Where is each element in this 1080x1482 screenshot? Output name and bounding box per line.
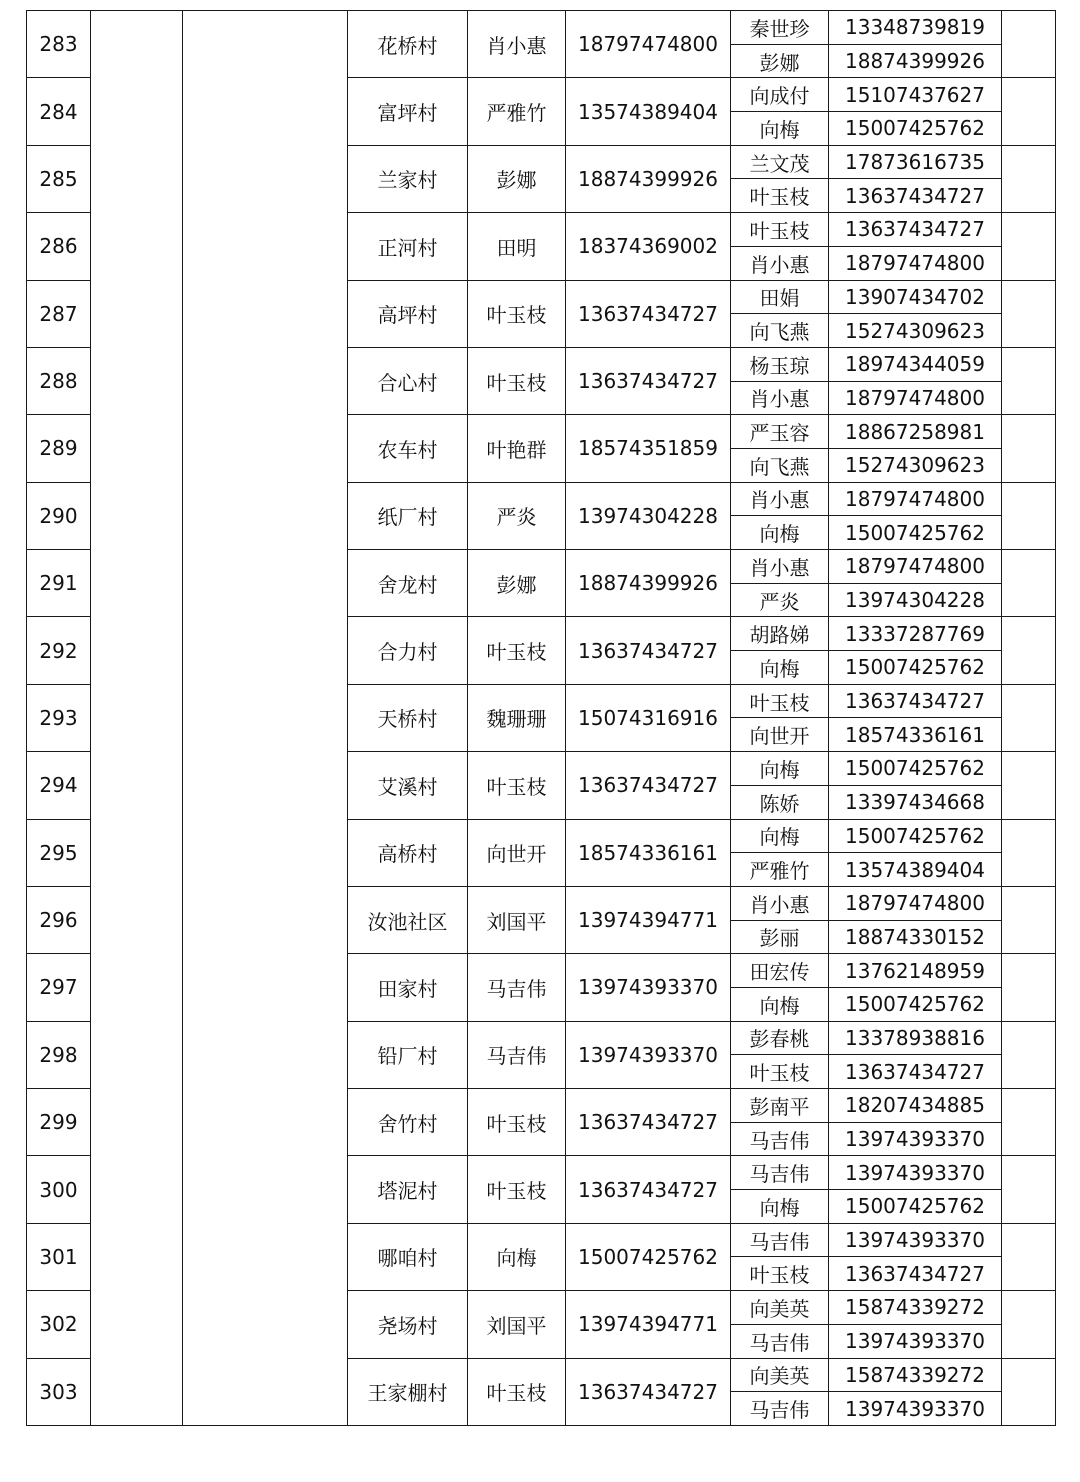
contact-phone: 18797474800 (829, 482, 1002, 516)
contact-phone: 13974393370 (829, 1324, 1002, 1358)
contact-name: 叶玉枝 (731, 1257, 829, 1291)
contact-phone: 13637434727 (829, 684, 1002, 718)
contact-phone: 15007425762 (829, 516, 1002, 550)
contact-name: 叶玉枝 (731, 213, 829, 247)
contact-name: 向成付 (731, 78, 829, 112)
village-name: 田家村 (348, 954, 468, 1021)
village-name: 哪咱村 (348, 1223, 468, 1290)
leader-name: 肖小惠 (468, 11, 566, 78)
leader-phone: 13637434727 (566, 1358, 731, 1425)
row-number: 290 (27, 482, 91, 549)
blank-column-b (183, 11, 348, 1426)
contact-phone: 13637434727 (829, 213, 1002, 247)
village-name: 农车村 (348, 415, 468, 482)
leader-phone: 13974393370 (566, 954, 731, 1021)
remark-cell (1002, 213, 1056, 280)
contact-name: 肖小惠 (731, 550, 829, 584)
row-number: 298 (27, 1021, 91, 1088)
village-name: 塔泥村 (348, 1156, 468, 1223)
leader-phone: 13974394771 (566, 886, 731, 953)
leader-phone: 18574336161 (566, 819, 731, 886)
contact-name: 彭娜 (731, 44, 829, 78)
leader-name: 叶玉枝 (468, 280, 566, 347)
remark-cell (1002, 482, 1056, 549)
remark-cell (1002, 280, 1056, 347)
contact-phone: 15007425762 (829, 651, 1002, 685)
village-name: 合力村 (348, 617, 468, 684)
leader-name: 叶玉枝 (468, 1156, 566, 1223)
contact-name: 肖小惠 (731, 886, 829, 920)
contact-phone: 18867258981 (829, 415, 1002, 449)
leader-name: 叶艳群 (468, 415, 566, 482)
contact-phone: 15007425762 (829, 112, 1002, 146)
contact-name: 马吉伟 (731, 1324, 829, 1358)
contact-phone: 15107437627 (829, 78, 1002, 112)
contact-name: 肖小惠 (731, 381, 829, 415)
remark-cell (1002, 1223, 1056, 1290)
contact-name: 马吉伟 (731, 1156, 829, 1190)
contact-name: 叶玉枝 (731, 179, 829, 213)
village-name: 汝池社区 (348, 886, 468, 953)
row-number: 286 (27, 213, 91, 280)
remark-cell (1002, 1156, 1056, 1223)
row-number: 300 (27, 1156, 91, 1223)
contact-phone: 13397434668 (829, 785, 1002, 819)
row-number: 289 (27, 415, 91, 482)
leader-name: 向梅 (468, 1223, 566, 1290)
leader-phone: 15074316916 (566, 684, 731, 751)
leader-name: 田明 (468, 213, 566, 280)
contact-name: 马吉伟 (731, 1122, 829, 1156)
contact-name: 向梅 (731, 819, 829, 853)
leader-phone: 18874399926 (566, 145, 731, 212)
contact-phone: 18974344059 (829, 347, 1002, 381)
leader-phone: 18574351859 (566, 415, 731, 482)
village-name: 花桥村 (348, 11, 468, 78)
contact-name: 向梅 (731, 752, 829, 786)
table-row (27, 11, 1056, 45)
contact-phone: 15874339272 (829, 1358, 1002, 1392)
contact-phone: 18797474800 (829, 381, 1002, 415)
row-number: 288 (27, 347, 91, 414)
contact-name: 向梅 (731, 112, 829, 146)
village-name: 合心村 (348, 347, 468, 414)
contact-name: 田宏传 (731, 954, 829, 988)
remark-cell (1002, 684, 1056, 751)
contact-name: 田娟 (731, 280, 829, 314)
contact-phone: 13637434727 (829, 179, 1002, 213)
village-name: 舍竹村 (348, 1089, 468, 1156)
contact-name: 肖小惠 (731, 246, 829, 280)
village-name: 纸厂村 (348, 482, 468, 549)
row-number: 285 (27, 145, 91, 212)
contact-name: 杨玉琼 (731, 347, 829, 381)
contact-phone: 13974304228 (829, 583, 1002, 617)
remark-cell (1002, 1291, 1056, 1358)
contact-phone: 13974393370 (829, 1392, 1002, 1426)
contact-phone: 18874399926 (829, 44, 1002, 78)
contact-name: 胡路娣 (731, 617, 829, 651)
leader-phone: 18797474800 (566, 11, 731, 78)
table-body (27, 11, 1056, 1426)
leader-phone: 13574389404 (566, 78, 731, 145)
contact-phone: 13337287769 (829, 617, 1002, 651)
contact-phone: 13574389404 (829, 853, 1002, 887)
contact-phone: 18207434885 (829, 1089, 1002, 1123)
contact-name: 彭南平 (731, 1089, 829, 1123)
row-number: 303 (27, 1358, 91, 1425)
contact-name: 向飞燕 (731, 448, 829, 482)
row-number: 301 (27, 1223, 91, 1290)
leader-name: 叶玉枝 (468, 1358, 566, 1425)
contact-phone: 18797474800 (829, 550, 1002, 584)
leader-name: 向世开 (468, 819, 566, 886)
contact-name: 严玉容 (731, 415, 829, 449)
remark-cell (1002, 11, 1056, 78)
row-number: 299 (27, 1089, 91, 1156)
remark-cell (1002, 819, 1056, 886)
contact-phone: 15274309623 (829, 314, 1002, 348)
row-number: 302 (27, 1291, 91, 1358)
contact-phone: 13348739819 (829, 11, 1002, 45)
contact-phone: 15007425762 (829, 987, 1002, 1021)
contact-phone: 17873616735 (829, 145, 1002, 179)
contact-phone: 13637434727 (829, 1257, 1002, 1291)
contact-name: 彭丽 (731, 920, 829, 954)
leader-name: 马吉伟 (468, 1021, 566, 1088)
leader-name: 叶玉枝 (468, 617, 566, 684)
row-number: 294 (27, 752, 91, 819)
contact-name: 向世开 (731, 718, 829, 752)
leader-name: 叶玉枝 (468, 347, 566, 414)
contact-name: 叶玉枝 (731, 684, 829, 718)
leader-name: 严雅竹 (468, 78, 566, 145)
contact-name: 秦世珍 (731, 11, 829, 45)
contact-phone: 15274309623 (829, 448, 1002, 482)
remark-cell (1002, 1358, 1056, 1425)
village-name: 高坪村 (348, 280, 468, 347)
row-number: 287 (27, 280, 91, 347)
contact-phone: 18797474800 (829, 886, 1002, 920)
leader-name: 彭娜 (468, 145, 566, 212)
contact-name: 向飞燕 (731, 314, 829, 348)
contact-phone: 18797474800 (829, 246, 1002, 280)
village-name: 富坪村 (348, 78, 468, 145)
contact-name: 马吉伟 (731, 1392, 829, 1426)
contact-name: 陈娇 (731, 785, 829, 819)
village-name: 兰家村 (348, 145, 468, 212)
contact-phone: 13974393370 (829, 1156, 1002, 1190)
leader-phone: 13637434727 (566, 617, 731, 684)
leader-name: 刘国平 (468, 886, 566, 953)
contact-phone: 13907434702 (829, 280, 1002, 314)
leader-phone: 13974393370 (566, 1021, 731, 1088)
leader-phone: 13637434727 (566, 752, 731, 819)
contact-name: 严炎 (731, 583, 829, 617)
village-name: 尧场村 (348, 1291, 468, 1358)
leader-name: 马吉伟 (468, 954, 566, 1021)
village-name: 舍龙村 (348, 550, 468, 617)
leader-name: 魏珊珊 (468, 684, 566, 751)
contact-name: 严雅竹 (731, 853, 829, 887)
remark-cell (1002, 1089, 1056, 1156)
village-name: 艾溪村 (348, 752, 468, 819)
row-number: 284 (27, 78, 91, 145)
row-number: 293 (27, 684, 91, 751)
leader-phone: 13974304228 (566, 482, 731, 549)
leader-phone: 13637434727 (566, 1156, 731, 1223)
contact-name: 向梅 (731, 651, 829, 685)
remark-cell (1002, 752, 1056, 819)
leader-phone: 18874399926 (566, 550, 731, 617)
contact-phone: 13637434727 (829, 1055, 1002, 1089)
leader-phone: 15007425762 (566, 1223, 731, 1290)
remark-cell (1002, 550, 1056, 617)
row-number: 283 (27, 11, 91, 78)
contact-name: 马吉伟 (731, 1223, 829, 1257)
contact-phone: 13974393370 (829, 1122, 1002, 1156)
remark-cell (1002, 1021, 1056, 1088)
remark-cell (1002, 954, 1056, 1021)
contact-table (26, 10, 1056, 1426)
leader-phone: 13637434727 (566, 280, 731, 347)
contact-phone: 15874339272 (829, 1291, 1002, 1325)
leader-phone: 13637434727 (566, 1089, 731, 1156)
village-name: 铅厂村 (348, 1021, 468, 1088)
row-number: 291 (27, 550, 91, 617)
row-number: 295 (27, 819, 91, 886)
contact-phone: 15007425762 (829, 1190, 1002, 1224)
village-name: 王家棚村 (348, 1358, 468, 1425)
contact-phone: 15007425762 (829, 819, 1002, 853)
remark-cell (1002, 347, 1056, 414)
leader-name: 叶玉枝 (468, 1089, 566, 1156)
remark-cell (1002, 886, 1056, 953)
contact-name: 向梅 (731, 516, 829, 550)
contact-name: 向美英 (731, 1291, 829, 1325)
leader-phone: 13637434727 (566, 347, 731, 414)
contact-phone: 18874330152 (829, 920, 1002, 954)
row-number: 297 (27, 954, 91, 1021)
blank-column-a (91, 11, 183, 1426)
contact-phone: 13378938816 (829, 1021, 1002, 1055)
remark-cell (1002, 415, 1056, 482)
leader-name: 严炎 (468, 482, 566, 549)
row-number: 292 (27, 617, 91, 684)
remark-cell (1002, 78, 1056, 145)
village-name: 正河村 (348, 213, 468, 280)
leader-name: 叶玉枝 (468, 752, 566, 819)
contact-name: 向梅 (731, 987, 829, 1021)
contact-phone: 13762148959 (829, 954, 1002, 988)
remark-cell (1002, 617, 1056, 684)
village-name: 天桥村 (348, 684, 468, 751)
contact-name: 兰文茂 (731, 145, 829, 179)
village-name: 高桥村 (348, 819, 468, 886)
remark-cell (1002, 145, 1056, 212)
contact-name: 肖小惠 (731, 482, 829, 516)
contact-name: 叶玉枝 (731, 1055, 829, 1089)
contact-name: 向美英 (731, 1358, 829, 1392)
contact-phone: 18574336161 (829, 718, 1002, 752)
leader-name: 彭娜 (468, 550, 566, 617)
leader-phone: 18374369002 (566, 213, 731, 280)
leader-phone: 13974394771 (566, 1291, 731, 1358)
contact-phone: 13974393370 (829, 1223, 1002, 1257)
contact-name: 彭春桃 (731, 1021, 829, 1055)
contact-phone: 15007425762 (829, 752, 1002, 786)
leader-name: 刘国平 (468, 1291, 566, 1358)
row-number: 296 (27, 886, 91, 953)
contact-name: 向梅 (731, 1190, 829, 1224)
